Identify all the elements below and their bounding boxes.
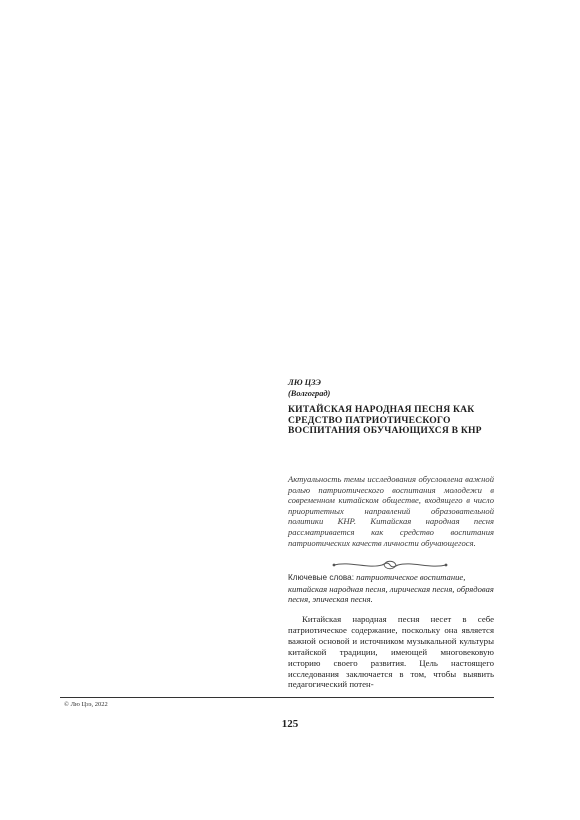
keywords-text: патриотическое воспитание, китайская народная песня, лирическая песня, обрядовая песня, эпическая песня.	[288, 572, 494, 605]
author-block	[288, 378, 494, 399]
copyright-footnote: © Лю Цзэ, 2022	[64, 701, 108, 708]
keywords-block	[288, 572, 494, 605]
author-name: ЛЮ ЦЗЭ	[288, 378, 321, 387]
keywords-label: Ключевые слова:	[288, 573, 354, 582]
page-number: 125	[281, 718, 299, 730]
footnote-divider	[60, 697, 494, 698]
body-paragraph: Китайская народная песня несет в себе патриотическое содержание, поскольку она является важной основой и источником музыкальной культуры китайской традиции, имеющей многовековую историю своего развития. Цель настоящего исследования заключается в том, чтобы выявить педагогический потен-	[288, 614, 494, 690]
author-city: (Волгоград)	[288, 388, 331, 398]
article-abstract: Актуальность темы исследования обусловлена важной ролью патриотического воспитания молодежи в современном китайском обществе, входящего в число приоритетных направлений образовательной политики КНР. Китайская народная песня рассматривается как средство воспитания патриотических качеств личности обучающегося.	[288, 474, 494, 548]
ornament-divider-icon	[330, 558, 450, 572]
article-title: КИТАЙСКАЯ НАРОДНАЯ ПЕСНЯ КАК СРЕДСТВО ПАТРИОТИЧЕСКОГО ВОСПИТАНИЯ ОБУЧАЮЩИХСЯ В КНР	[288, 404, 482, 437]
